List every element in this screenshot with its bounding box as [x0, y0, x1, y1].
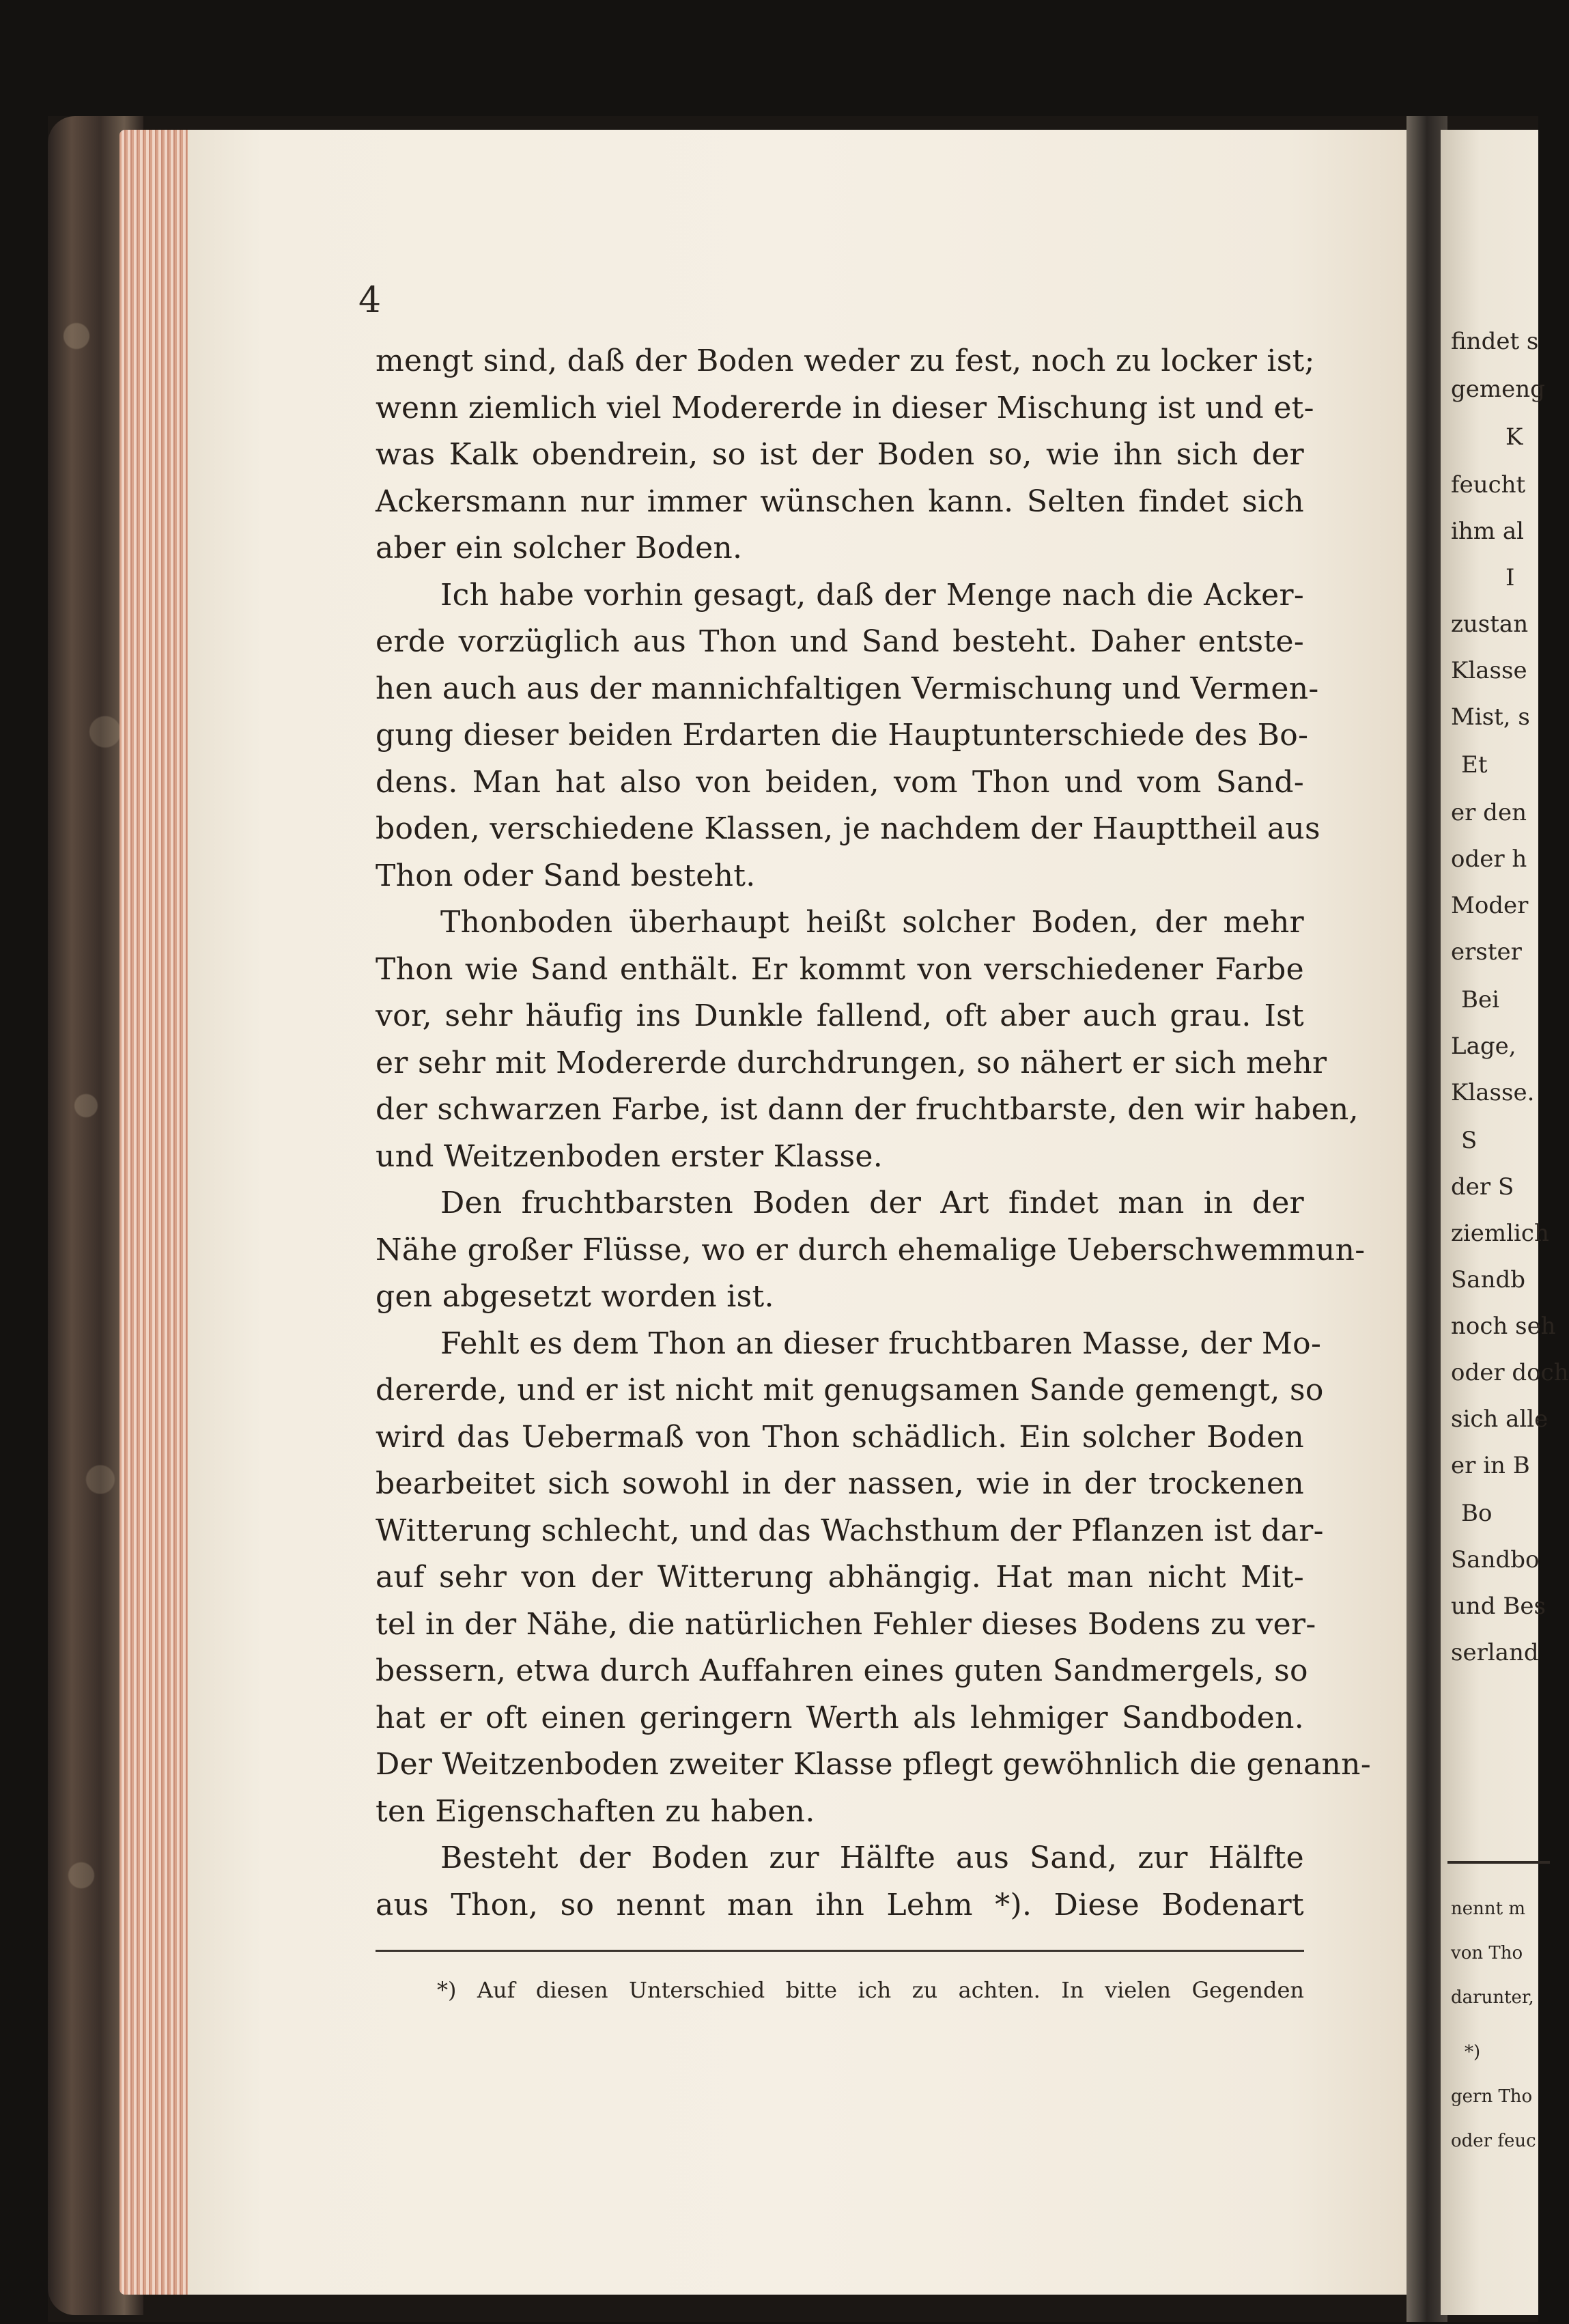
- page-number: 4: [358, 280, 382, 321]
- next-page-line: findet s: [1451, 328, 1539, 355]
- text-line: bessern, etwa durch Auffahren eines guten Sandmergels, so: [376, 1653, 1308, 1688]
- text-line: gen abgesetzt worden ist.: [376, 1279, 774, 1314]
- text-line: Ackersmann nur immer wünschen kann. Selten findet sich: [376, 484, 1304, 519]
- text-line: tel in der Nähe, die natürlichen Fehler dieses Bodens zu ver-: [376, 1606, 1316, 1642]
- main-text: [376, 338, 1371, 1929]
- text-line: dens. Man hat also von beiden, vom Thon und vom Sand-: [376, 764, 1304, 800]
- text-line: Der Weitzenboden zweiter Klasse pflegt gewöhnlich die genann-: [376, 1747, 1371, 1782]
- next-page-line: serland: [1451, 1639, 1539, 1666]
- next-page-line: sich alle: [1451, 1405, 1549, 1433]
- next-page-footnote-line: oder feuc: [1451, 2131, 1536, 2151]
- next-page-line: S: [1461, 1127, 1478, 1154]
- next-page-line: Sandb: [1451, 1266, 1525, 1293]
- text-line: Ich habe vorhin gesagt, daß der Menge nach die Acker-: [440, 577, 1304, 613]
- next-page-line: Moder: [1451, 892, 1529, 919]
- next-page-line: ziemlich: [1451, 1220, 1549, 1247]
- text-line: hat er oft einen geringern Werth als lehmiger Sandboden.: [376, 1700, 1304, 1735]
- next-page-line: Sandbo: [1451, 1546, 1540, 1573]
- next-page-line: Bo: [1461, 1500, 1493, 1527]
- footnote-rule: [376, 1950, 1304, 1952]
- next-page-line: Klasse: [1451, 657, 1527, 684]
- text-line: Besteht der Boden zur Hälfte aus Sand, zur Hälfte: [440, 1840, 1304, 1875]
- next-page-line: Et: [1461, 751, 1488, 779]
- footnote: *) Auf diesen Unterschied bitte ich zu achten. In vielen Gegenden: [437, 1977, 1304, 2003]
- text-line: auf sehr von der Witterung abhängig. Hat man nicht Mit-: [376, 1560, 1304, 1595]
- next-page-line: Bei: [1461, 986, 1499, 1013]
- next-page-line: oder doch: [1451, 1359, 1569, 1386]
- next-page-line: er in B: [1451, 1452, 1530, 1479]
- text-line: er sehr mit Modererde durchdrungen, so nähert er sich mehr: [376, 1045, 1327, 1080]
- text-line: wenn ziemlich viel Modererde in dieser Mischung ist und et-: [376, 390, 1314, 425]
- text-line: Witterung schlecht, und das Wachsthum der Pflanzen ist dar-: [376, 1513, 1324, 1548]
- text-line: gung dieser beiden Erdarten die Hauptunterschiede des Bo-: [376, 718, 1309, 753]
- text-line: Den fruchtbarsten Boden der Art findet man in der: [440, 1186, 1304, 1220]
- next-page-line: erster: [1451, 938, 1522, 966]
- text-line: bearbeitet sich sowohl in der nassen, wie in der trockenen: [376, 1466, 1304, 1501]
- next-page-footnote-rule: [1447, 1861, 1550, 1864]
- next-page-line: der S: [1451, 1173, 1514, 1201]
- next-page-fragment: [1441, 130, 1569, 2315]
- next-page-line: Klasse.: [1451, 1079, 1535, 1106]
- text-line: Thon wie Sand enthält. Er kommt von verschiedener Farbe: [376, 951, 1304, 987]
- text-line: Thon oder Sand besteht.: [376, 858, 756, 893]
- next-page-line: Mist, s: [1451, 703, 1530, 731]
- text-line: erde vorzüglich aus Thon und Sand besteht. Daher entste-: [376, 624, 1304, 659]
- text-line: vor, sehr häufig ins Dunkle fallend, oft aber auch grau. Ist: [376, 998, 1304, 1033]
- text-line: hen auch aus der mannichfaltigen Vermischung und Vermen-: [376, 671, 1319, 706]
- next-page-line: feucht: [1451, 471, 1526, 499]
- text-line: und Weitzenboden erster Klasse.: [376, 1138, 884, 1174]
- text-line: was Kalk obendrein, so ist der Boden so, wie ihn sich der: [376, 437, 1304, 472]
- text-line: mengt sind, daß der Boden weder zu fest, noch zu locker ist;: [376, 344, 1315, 378]
- text-line: aus Thon, so nennt man ihn Lehm *). Diese Bodenart: [376, 1887, 1304, 1922]
- next-page-footnote-line: nennt m: [1451, 1899, 1525, 1919]
- next-page-footnote-line: gern Tho: [1451, 2086, 1533, 2107]
- next-page-line: zustan: [1451, 611, 1529, 638]
- text-line: wird das Uebermaß von Thon schädlich. Ein solcher Boden: [376, 1419, 1304, 1455]
- text-line: dererde, und er ist nicht mit genugsamen Sande gemengt, so: [376, 1373, 1324, 1408]
- next-page-footnote-line: von Tho: [1451, 1943, 1523, 1963]
- next-page-line: und Bes: [1451, 1593, 1546, 1620]
- text-line: aber ein solcher Boden.: [376, 531, 743, 565]
- text-line: boden, verschiedene Klassen, je nachdem der Haupttheil aus: [376, 811, 1320, 846]
- next-page-footnote-line: darunter,: [1451, 1987, 1534, 2008]
- next-page-line: gemeng: [1451, 376, 1545, 403]
- text-line: der schwarzen Farbe, ist dann der fruchtbarste, den wir haben,: [376, 1092, 1359, 1127]
- next-page-line: er den: [1451, 799, 1527, 826]
- text-line: Nähe großer Flüsse, wo er durch ehemalige Ueberschwemmun-: [376, 1232, 1366, 1268]
- next-page-line: ihm al: [1451, 518, 1524, 545]
- next-page-line: I: [1506, 564, 1515, 591]
- text-line: ten Eigenschaften zu haben.: [376, 1793, 815, 1829]
- next-page-footnote-line: *): [1465, 2042, 1481, 2062]
- next-page-line: oder h: [1451, 845, 1527, 873]
- next-page-line: K: [1506, 423, 1523, 451]
- text-line: Thonboden überhaupt heißt solcher Boden, der mehr: [440, 905, 1304, 940]
- page-edges: [119, 130, 195, 2295]
- text-line: Fehlt es dem Thon an dieser fruchtbaren Masse, der Mo-: [440, 1326, 1322, 1361]
- next-page-line: Lage,: [1451, 1033, 1516, 1060]
- next-page-line: noch seh: [1451, 1313, 1556, 1340]
